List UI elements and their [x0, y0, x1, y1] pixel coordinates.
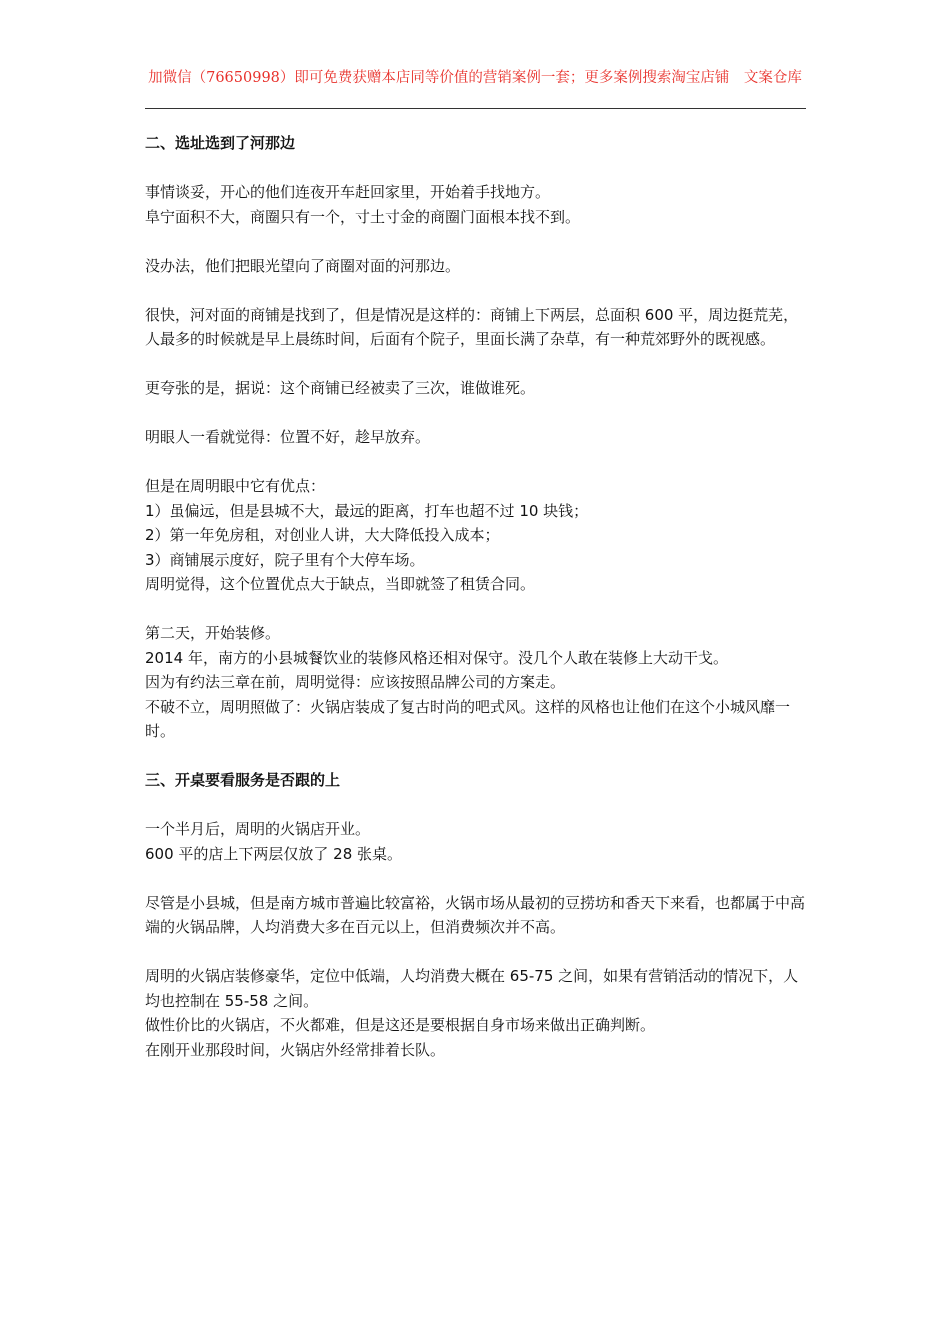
- spacer: [145, 744, 810, 769]
- paragraph: 很快，河对面的商铺是找到了，但是情况是这样的：商铺上下两层，总面积 600 平，周边挺荒芜，人最多的时候就是早上晨练时间，后面有个院子，里面长满了杂草，有一种荒郊野外的既视感。: [145, 305, 799, 348]
- paragraph: 不破不立，周明照做了：火锅店装成了复古时尚的吧式风。这样的风格也让他们在这个小城风靡一时。: [145, 697, 791, 740]
- paragraph: 周明觉得，这个位置优点大于缺点，当即就签了租赁合同。: [145, 575, 536, 593]
- spacer: [145, 156, 810, 181]
- section-3-heading: 三、开桌要看服务是否跟的上: [145, 771, 341, 789]
- paragraph: 600 平的店上下两层仅放了 28 张桌。: [145, 844, 403, 863]
- spacer: [145, 229, 810, 254]
- section-2-heading: 二、选址选到了河那边: [145, 134, 296, 152]
- paragraph: 阜宁面积不大，商圈只有一个，寸土寸金的商圈门面根本找不到。: [145, 207, 581, 226]
- header-divider: [145, 108, 806, 109]
- spacer: [145, 793, 810, 818]
- header-promo-note: 加微信（76650998）即可免费获赠本店同等价值的营销案例一套；更多案例搜索淘宝店铺 文案仓库: [148, 70, 802, 86]
- spacer: [145, 401, 810, 426]
- article-body: [145, 131, 810, 1062]
- spacer: [145, 940, 810, 965]
- list-item: 1）虽偏远，但是县城不大，最远的距离，打车也超不过 10 块钱；: [145, 501, 589, 520]
- paragraph: 没办法，他们把眼光望向了商圈对面的河那边。: [145, 256, 461, 275]
- paragraph: 因为有约法三章在前，周明觉得：应该按照品牌公司的方案走。: [145, 673, 566, 691]
- spacer: [145, 352, 810, 377]
- list-item: 2）第一年免房租，对创业人讲，大大降低投入成本；: [145, 526, 500, 544]
- spacer: [145, 450, 810, 475]
- paragraph: 一个半月后，周明的火锅店开业。: [145, 820, 371, 838]
- paragraph: 周明的火锅店装修豪华，定位中低端，人均消费大概在 65-75 之间，如果有营销活动的情况下，人均也控制在 55-58 之间。: [145, 967, 799, 1010]
- paragraph: 更夸张的是，据说：这个商铺已经被卖了三次，谁做谁死。: [145, 379, 536, 397]
- spacer: [145, 866, 810, 891]
- paragraph: 做性价比的火锅店，不火都难，但是这还是要根据自身市场来做出正确判断。: [145, 1016, 656, 1034]
- paragraph: 明眼人一看就觉得：位置不好，趁早放弃。: [145, 428, 431, 446]
- paragraph: 尽管是小县城，但是南方城市普遍比较富裕，火锅市场从最初的豆捞坊和香天下来看，也都属于中高端的火锅品牌，人均消费大多在百元以上，但消费频次并不高。: [145, 893, 806, 936]
- paragraph: 但是在周明眼中它有优点：: [145, 477, 326, 495]
- paragraph: 第二天，开始装修。: [145, 624, 281, 642]
- paragraph: 2014 年，南方的小县城餐饮业的装修风格还相对保守。没几个人敢在装修上大动干戈。: [145, 648, 728, 667]
- paragraph: 事情谈妥，开心的他们连夜开车赶回家里，开始着手找地方。: [145, 183, 551, 201]
- list-item: 3）商铺展示度好，院子里有个大停车场。: [145, 550, 425, 569]
- paragraph: 在刚开业那段时间，火锅店外经常排着长队。: [145, 1040, 446, 1059]
- spacer: [145, 597, 810, 622]
- spacer: [145, 278, 810, 303]
